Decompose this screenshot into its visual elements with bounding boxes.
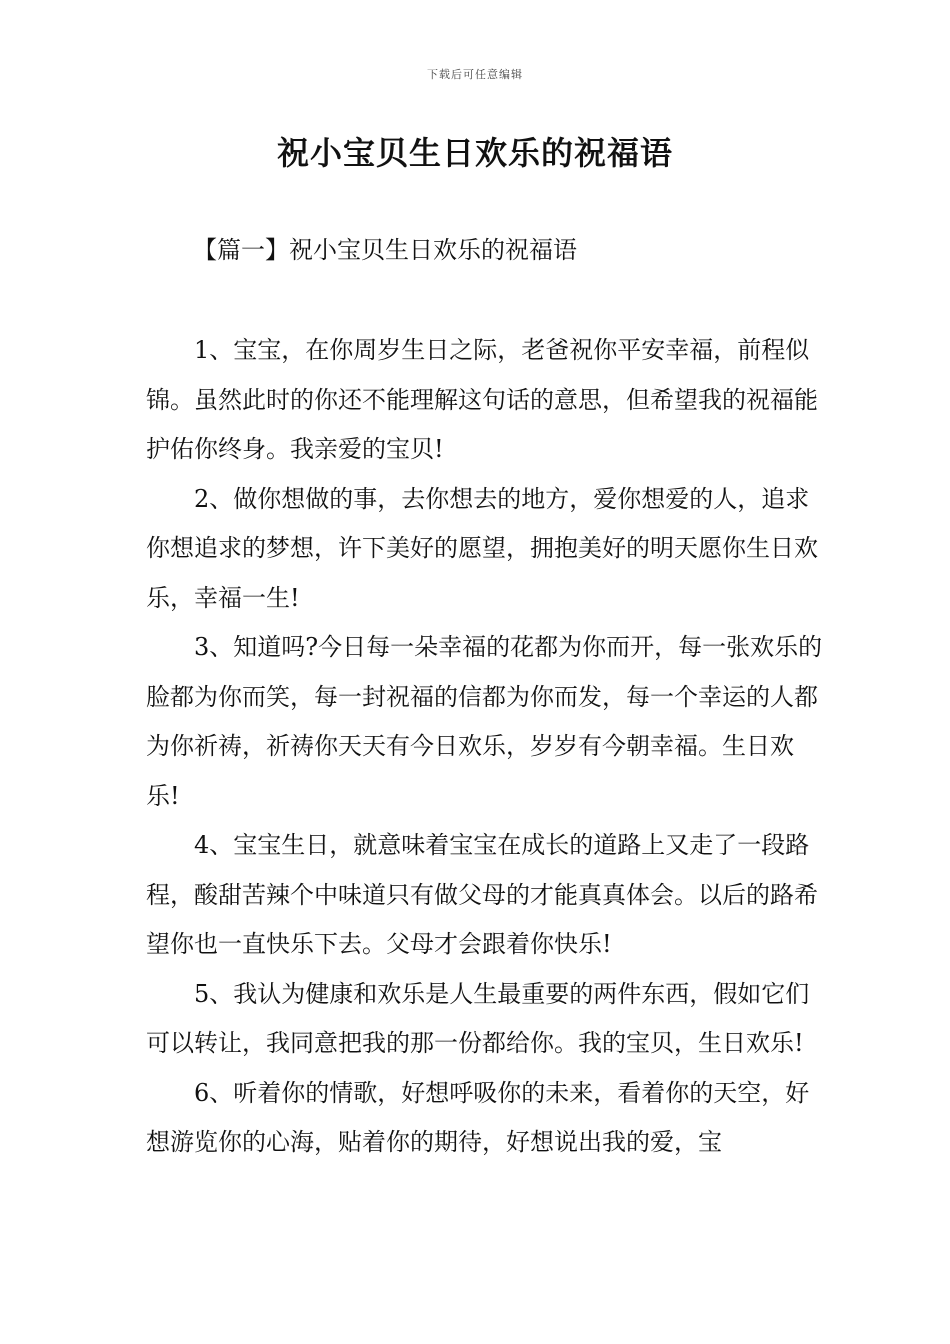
paragraph-2: 2、做你想做的事，去你想去的地方，爱你想爱的人，追求你想追求的梦想，许下美好的愿望，拥抱美好的明天愿你生日欢乐，幸福一生! xyxy=(146,484,818,612)
paragraph-6: 6、听着你的情歌，好想呼吸你的未来，看着你的天空，好想游览你的心海，贴着你的期待，好想说出我的爱，宝 xyxy=(146,1078,810,1156)
paragraph-5: 5、我认为健康和欢乐是人生最重要的两件东西，假如它们可以转让，我同意把我的那一份都给你。我的宝贝，生日欢乐! xyxy=(146,979,810,1057)
header-note: 下载后可任意编辑 xyxy=(427,68,523,81)
document-body xyxy=(146,326,826,1168)
paragraph-4: 4、宝宝生日，就意味着宝宝在成长的道路上又走了一段路程，酸甜苦辣个中味道只有做父母的才能真真体会。以后的路希望你也一直快乐下去。父母才会跟着你快乐! xyxy=(146,831,818,958)
paragraph-1: 1、宝宝，在你周岁生日之际，老爸祝你平安幸福，前程似锦。虽然此时的你还不能理解这句话的意思，但希望我的祝福能护佑你终身。我亲爱的宝贝! xyxy=(146,336,818,463)
document-title: 祝小宝贝生日欢乐的祝福语 xyxy=(276,134,673,172)
paragraph-3: 3、知道吗?今日每一朵幸福的花都为你而开，每一张欢乐的脸都为你而笑，每一封祝福的信都为你而发，每一个幸运的人都为你祈祷，祈祷你天天有今日欢乐，岁岁有今朝幸福。生日欢乐! xyxy=(146,633,823,810)
section-heading: 【篇一】祝小宝贝生日欢乐的祝福语 xyxy=(193,236,577,264)
